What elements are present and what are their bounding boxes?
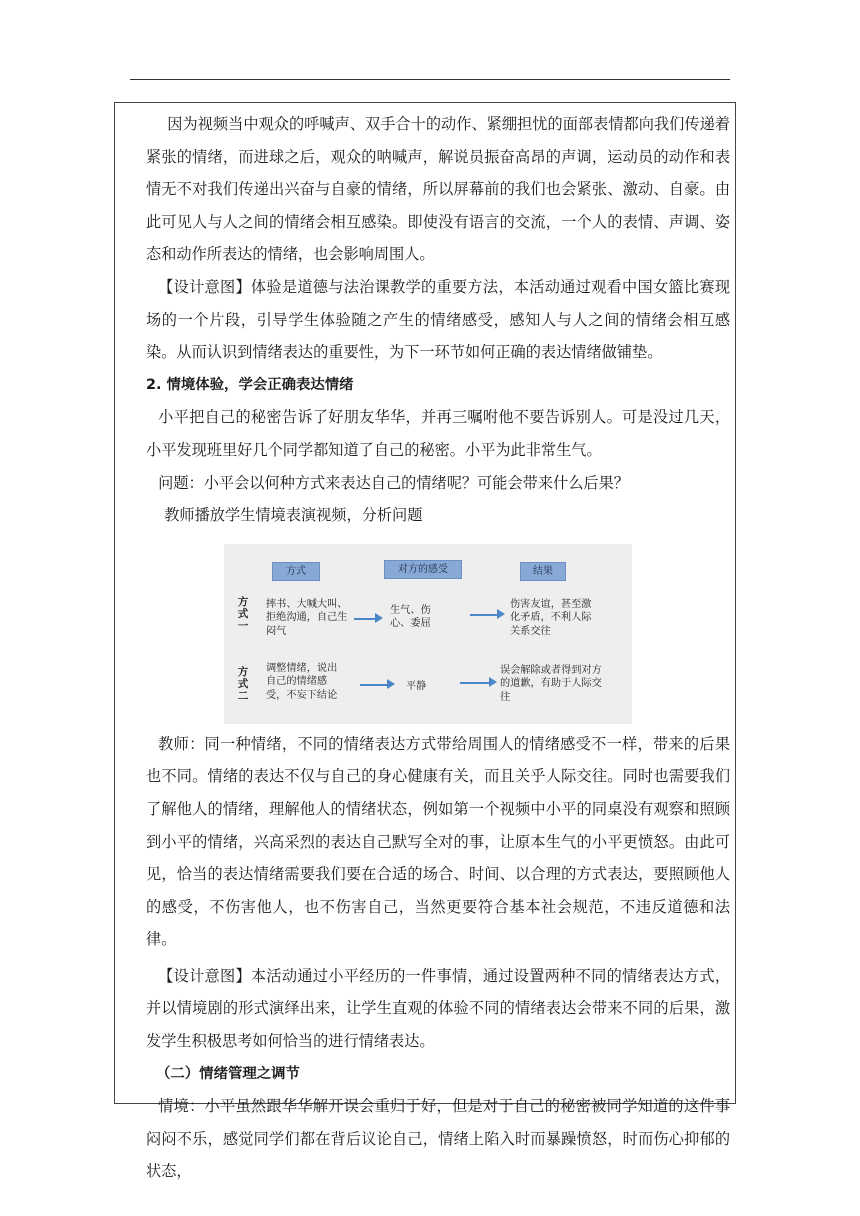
row1-arrow-2 xyxy=(470,614,498,616)
row1-method-text: 摔书、大喊大叫、拒绝沟通，自己生闷气 xyxy=(266,598,348,637)
emotion-expression-diagram xyxy=(224,544,632,724)
paragraph-scenario: 小平把自己的秘密告诉了好朋友华华，并再三嘱咐他不要告诉别人。可是没过几天，小平发现班里好几个同学都知道了自己的秘密。小平为此非常生气。 xyxy=(146,408,730,459)
document-content xyxy=(146,108,730,1188)
paragraph-teacher-summary: 教师：同一种情绪，不同的情绪表达方式带给周围人的情绪感受不一样，带来的后果也不同。情绪的表达不仅与自己的身心健康有关，而且关乎人际交往。同时也需要我们了解他人的情绪，理解他人的情绪状态，例如第一个视频中小平的同桌没有观察和照顾到小平的情绪，兴高采烈的表达自己默写全对的事，让原本生气的小平更愤怒。由此可见，恰当的表达情绪需要我们要在合适的场合、时间、以合理的方式表达，要照顾他人的感受，不伤害他人，也不伤害自己，当然更要符合基本社会规范，不违反道德和法律。 xyxy=(146,734,730,949)
paragraph-design-intent-1: 【设计意图】体验是道德与法治课教学的重要方法，本活动通过观看中国女篮比赛现场的一个片段，引导学生体验随之产生的情绪感受，感知人与人之间的情绪会相互感染。从而认识到情绪表达的重要性，为下一环节如何正确的表达情绪做铺垫。 xyxy=(146,277,730,362)
paragraph-teacher-video: 教师播放学生情境表演视频，分析问题 xyxy=(164,506,423,525)
row2-arrow-2 xyxy=(460,682,490,684)
figure-container xyxy=(146,536,730,724)
row2-method-text: 调整情绪，说出自己的情绪感受，不妄下结论 xyxy=(266,662,338,701)
paragraph-situation: 情境：小平虽然跟华华解开误会重归于好，但是对于自己的秘密被同学知道的这件事闷闷不乐，感觉同学们都在背后议论自己，情绪上陷入时而暴躁愤怒，时而伤心抑郁的状态， xyxy=(146,1097,730,1181)
paragraph-question: 问题：小平会以何种方式来表达自己的情绪呢？可能会带来什么后果？ xyxy=(158,473,629,492)
row1-feeling-text: 生气、伤心、委屈 xyxy=(390,604,431,630)
header-result-box: 结果 xyxy=(520,562,566,581)
header-rule xyxy=(130,79,730,80)
row2-result-text: 误会解除或者得到对方的道歉，有助于人际交往 xyxy=(500,664,602,703)
header-feeling-box: 对方的感受 xyxy=(384,560,462,579)
paragraph-design-intent-2: 【设计意图】本活动通过小平经历的一件事情，通过设置两种不同的情绪表达方式，并以情境剧的形式演绎出来，让学生直观的体验不同的情绪表达会带来不同的后果，激发学生积极思考如何恰当的进行情绪表达。 xyxy=(146,966,730,1051)
row1-label: 方式一 xyxy=(237,595,249,632)
row1-arrow-1 xyxy=(354,618,376,620)
row1-result-text: 伤害友谊，甚至激化矛盾，不利人际关系交往 xyxy=(510,598,592,637)
header-method-box: 方式 xyxy=(272,562,320,581)
row2-arrow-1 xyxy=(360,684,388,686)
row2-label: 方式二 xyxy=(237,665,249,702)
section-heading-3: （二）情绪管理之调节 xyxy=(156,1065,300,1082)
row2-feeling-text: 平静 xyxy=(406,680,427,692)
section-heading-2: 2. 情境体验，学会正确表达情绪 xyxy=(146,376,354,393)
paragraph-video-analysis: 因为视频当中观众的呼喊声、双手合十的动作、紧绷担忧的面部表情都向我们传递着紧张的情绪，而进球之后，观众的呐喊声，解说员振奋高昂的声调，运动员的动作和表情无不对我们传递出兴奋与自豪的情绪，所以屏幕前的我们也会紧张、激动、自豪。由此可见人与人之间的情绪会相互感染。即使没有语言的交流，一个人的表情、声调、姿态和动作所表达的情绪，也会影响周围人。 xyxy=(146,115,730,264)
